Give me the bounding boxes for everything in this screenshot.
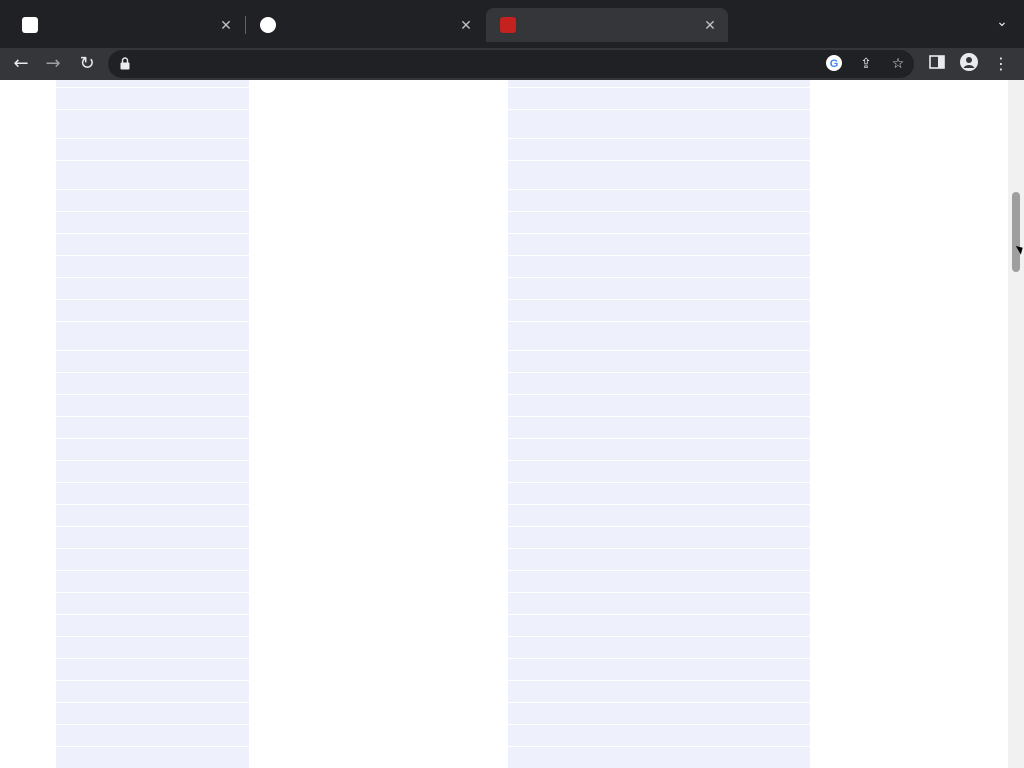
property-value-link[interactable] <box>252 659 502 680</box>
property-value-link[interactable] <box>252 110 502 138</box>
property-value-link[interactable] <box>252 637 502 658</box>
tab-strip <box>0 0 1024 48</box>
table-row <box>0 747 960 768</box>
close-icon[interactable]: ✕ <box>704 16 716 33</box>
property-value-link[interactable] <box>252 80 502 87</box>
property-link[interactable] <box>508 88 810 109</box>
property-value-link[interactable] <box>252 571 502 592</box>
property-link[interactable] <box>508 278 810 299</box>
property-link[interactable] <box>508 439 810 460</box>
tab-full-unicode-input[interactable] <box>8 8 244 42</box>
property-link[interactable] <box>508 747 810 768</box>
table-row <box>0 190 960 212</box>
property-link[interactable] <box>508 256 810 277</box>
table-row <box>0 110 960 139</box>
property-value-link <box>252 681 502 702</box>
back-arrow-icon[interactable]: ← <box>13 53 29 74</box>
more-menu-icon[interactable]: ⋮ <box>993 54 1009 73</box>
unicode-icon <box>500 17 516 33</box>
property-link[interactable] <box>56 549 249 570</box>
property-value-link <box>252 725 502 746</box>
property-link[interactable] <box>56 212 249 233</box>
table-row <box>0 395 960 417</box>
property-value-link[interactable] <box>252 212 502 233</box>
property-link[interactable] <box>56 615 249 636</box>
property-link[interactable] <box>508 659 810 680</box>
property-link[interactable] <box>56 747 249 768</box>
property-link[interactable] <box>508 505 810 526</box>
property-link[interactable] <box>508 681 810 702</box>
tab-unicode-utilities[interactable] <box>486 8 728 42</box>
table-row <box>0 725 960 747</box>
property-link[interactable] <box>56 571 249 592</box>
property-value-link[interactable] <box>252 256 502 277</box>
property-link[interactable] <box>56 88 249 109</box>
property-value-link[interactable] <box>252 439 502 460</box>
side-panel-icon[interactable] <box>926 53 948 75</box>
table-row <box>0 571 960 593</box>
property-link[interactable] <box>56 703 249 724</box>
property-value-link <box>252 373 502 394</box>
property-value-link[interactable] <box>252 300 502 321</box>
svg-text:G: G <box>829 58 839 70</box>
property-value-link[interactable] <box>252 549 502 570</box>
property-link[interactable] <box>508 549 810 570</box>
property-link[interactable] <box>508 351 810 372</box>
google-g-icon <box>825 54 843 72</box>
property-value-link <box>252 703 502 724</box>
property-link[interactable] <box>56 725 249 746</box>
table-row <box>0 139 960 161</box>
property-value-link[interactable] <box>252 505 502 526</box>
property-link[interactable] <box>508 703 810 724</box>
property-link[interactable] <box>56 278 249 299</box>
property-link[interactable] <box>56 80 249 87</box>
table-row <box>0 234 960 256</box>
property-link[interactable] <box>508 139 810 160</box>
property-link[interactable] <box>508 110 810 138</box>
property-value-link[interactable] <box>252 483 502 504</box>
property-link[interactable] <box>56 351 249 372</box>
table-row <box>0 615 960 637</box>
property-link[interactable] <box>508 571 810 592</box>
table-row <box>0 256 960 278</box>
table-row <box>0 278 960 300</box>
table-row <box>0 161 960 190</box>
close-icon[interactable]: ✕ <box>460 16 472 33</box>
property-value-link[interactable] <box>252 395 502 416</box>
table-row <box>0 461 960 483</box>
table-row <box>0 351 960 373</box>
property-value-link[interactable] <box>252 527 502 548</box>
side-panel-glyph <box>929 55 945 69</box>
browser-toolbar <box>0 48 1024 80</box>
property-link[interactable] <box>56 234 249 255</box>
chevron-down-icon[interactable]: ⌄ <box>996 14 1008 30</box>
table-row <box>0 322 960 351</box>
table-row <box>0 505 960 527</box>
property-link[interactable] <box>508 417 810 438</box>
property-link[interactable] <box>56 110 249 138</box>
property-link[interactable] <box>508 395 810 416</box>
tab-mac-paste-shortcut[interactable] <box>246 8 484 42</box>
property-value-link[interactable] <box>252 88 502 109</box>
property-link[interactable] <box>56 505 249 526</box>
star-icon[interactable]: ☆ <box>891 56 905 72</box>
property-value-link[interactable] <box>252 417 502 438</box>
property-link[interactable] <box>56 322 249 350</box>
google-lens-icon[interactable] <box>824 54 844 74</box>
table-row <box>0 527 960 549</box>
avatar <box>960 53 978 71</box>
table-row <box>0 417 960 439</box>
property-value-link[interactable] <box>252 593 502 614</box>
property-link[interactable] <box>508 725 810 746</box>
property-link[interactable] <box>56 681 249 702</box>
property-value-link[interactable] <box>252 234 502 255</box>
property-link[interactable] <box>56 659 249 680</box>
property-link[interactable] <box>508 615 810 636</box>
property-value-link[interactable] <box>252 139 502 160</box>
property-link[interactable] <box>56 300 249 321</box>
property-link[interactable] <box>508 300 810 321</box>
table-row <box>0 373 960 395</box>
property-value-link[interactable] <box>252 161 502 189</box>
property-link[interactable] <box>508 212 810 233</box>
page-content <box>0 80 1008 768</box>
property-link[interactable] <box>508 593 810 614</box>
property-link[interactable] <box>56 593 249 614</box>
property-link[interactable] <box>56 139 249 160</box>
table-row <box>0 703 960 725</box>
table-row <box>0 80 960 88</box>
table-row <box>0 439 960 461</box>
property-link[interactable] <box>508 161 810 189</box>
property-value-link[interactable] <box>252 190 502 211</box>
property-link[interactable] <box>508 373 810 394</box>
property-link[interactable] <box>56 161 249 189</box>
property-value-link[interactable] <box>252 322 502 350</box>
property-link[interactable] <box>56 637 249 658</box>
forward-arrow-icon[interactable]: → <box>45 53 61 74</box>
property-link[interactable] <box>508 190 810 211</box>
scrollbar[interactable] <box>1008 80 1024 768</box>
table-row <box>0 300 960 322</box>
property-value-link[interactable] <box>252 351 502 372</box>
property-link[interactable] <box>56 373 249 394</box>
table-row <box>0 549 960 571</box>
property-link[interactable] <box>508 483 810 504</box>
close-icon[interactable]: ✕ <box>220 16 232 33</box>
scrollbar-thumb[interactable] <box>1012 192 1020 272</box>
table-row <box>0 88 960 110</box>
address-bar[interactable] <box>108 50 914 78</box>
property-link[interactable] <box>56 439 249 460</box>
table-row <box>0 483 960 505</box>
profile-icon[interactable] <box>958 53 980 75</box>
table-row <box>0 681 960 703</box>
share-icon[interactable]: ⇪ <box>860 56 872 72</box>
property-link[interactable] <box>56 256 249 277</box>
property-link[interactable] <box>508 234 810 255</box>
property-link[interactable] <box>56 417 249 438</box>
property-link[interactable] <box>56 527 249 548</box>
table-row <box>0 637 960 659</box>
new-tab-button[interactable] <box>737 13 759 35</box>
lock-icon <box>120 57 130 70</box>
google-icon <box>260 17 276 33</box>
table-row <box>0 593 960 615</box>
property-link[interactable] <box>508 322 810 350</box>
table-row <box>0 659 960 681</box>
table-row <box>0 212 960 234</box>
property-link[interactable] <box>56 395 249 416</box>
property-link[interactable] <box>56 461 249 482</box>
property-link[interactable] <box>56 190 249 211</box>
property-link[interactable] <box>508 80 810 87</box>
property-value-link[interactable] <box>252 278 502 299</box>
property-link[interactable] <box>508 461 810 482</box>
property-value-link[interactable] <box>252 615 502 636</box>
property-link[interactable] <box>508 637 810 658</box>
property-value-link[interactable] <box>252 461 502 482</box>
property-value-link[interactable] <box>252 747 502 768</box>
reload-icon[interactable]: ↻ <box>79 53 95 74</box>
tab-favicon <box>22 17 38 33</box>
property-link[interactable] <box>508 527 810 548</box>
property-link[interactable] <box>56 483 249 504</box>
